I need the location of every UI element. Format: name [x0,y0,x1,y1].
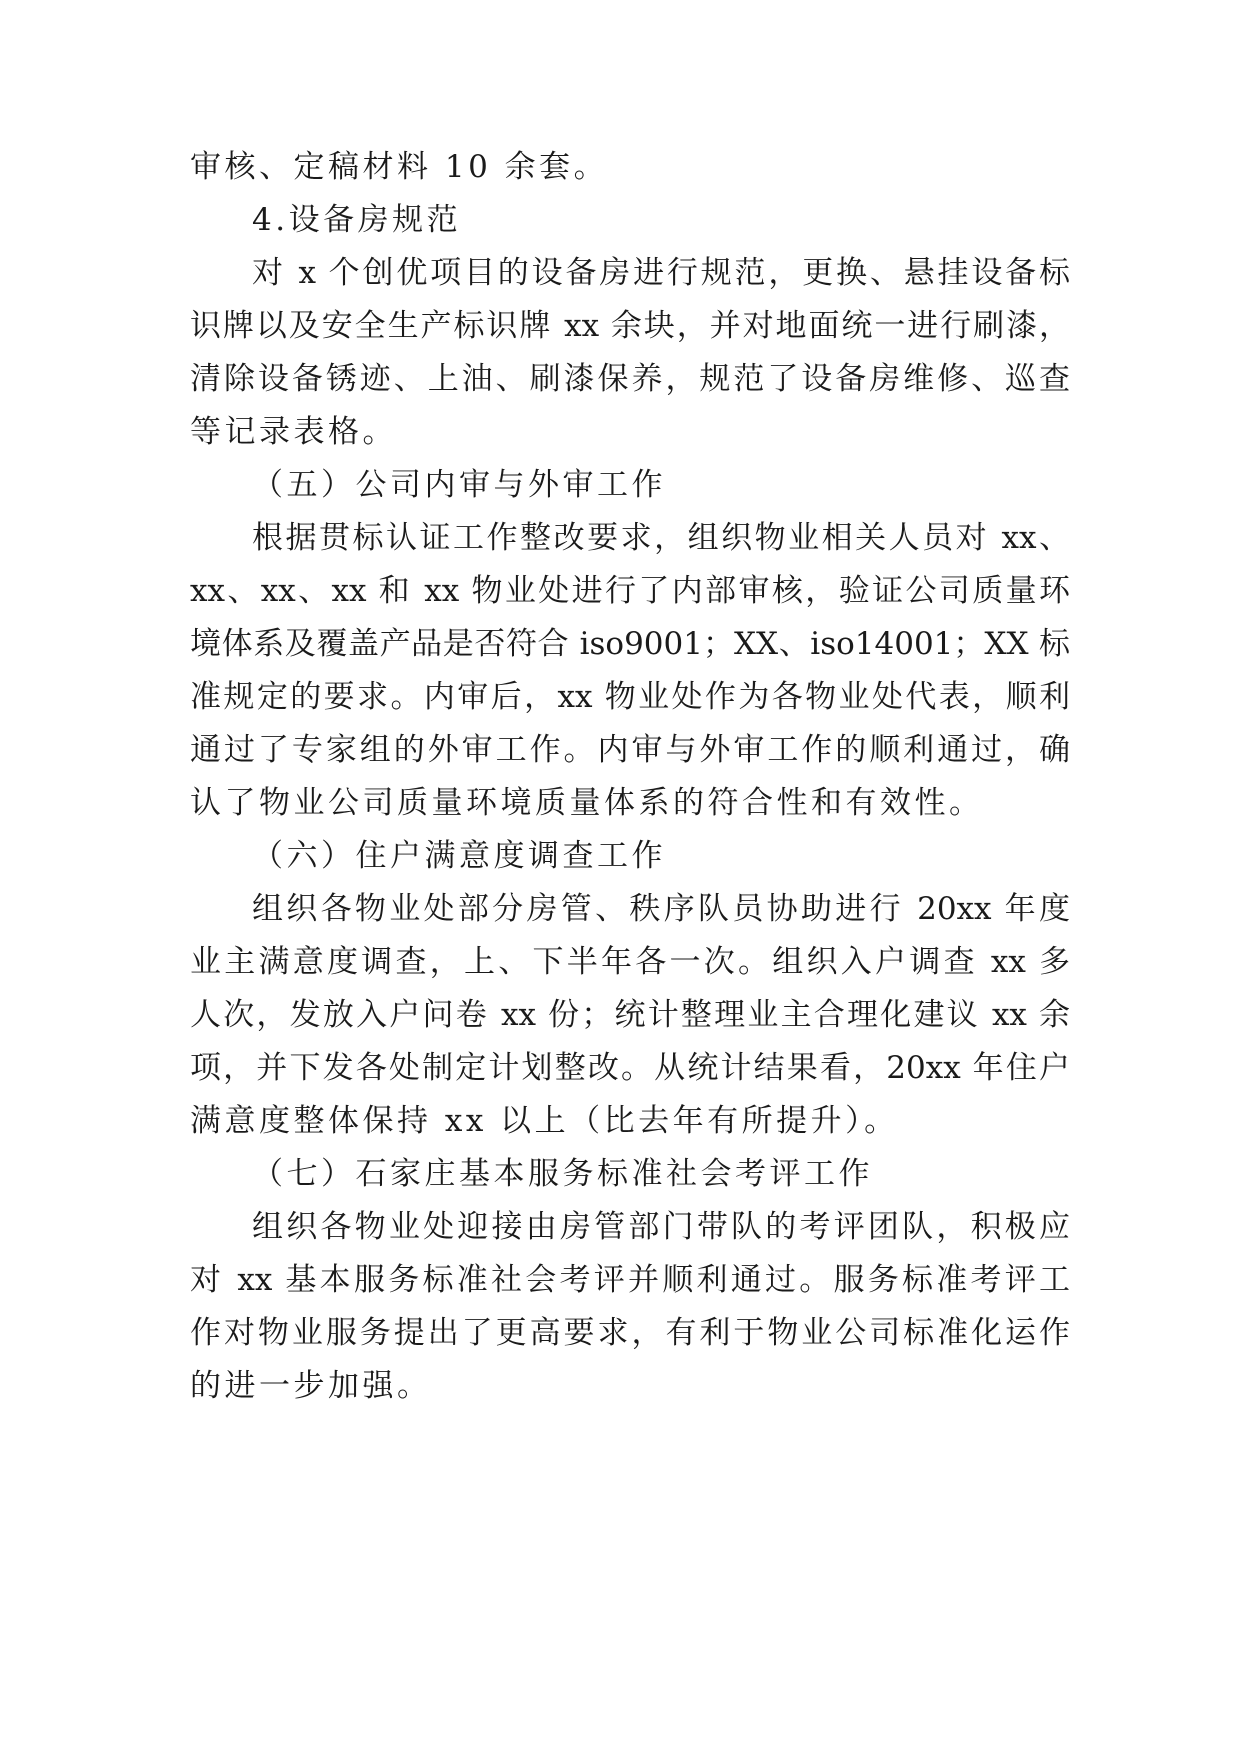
text-line: 业主满意度调查，上、下半年各一次。组织入户调查 xx 多 [190,944,1070,980]
text-line: 境体系及覆盖产品是否符合 iso9001；XX、iso14001；XX 标 [190,626,1070,662]
text-line: 对 x 个创优项目的设备房进行规范，更换、悬挂设备标 [252,255,1070,291]
text-line: 等记录表格。 [190,414,397,450]
section-heading: （六）住户满意度调查工作 [252,838,666,874]
text-line: 准规定的要求。内审后，xx 物业处作为各物业处代表，顺利 [190,679,1070,715]
text-line: 审核、定稿材料 10 余套。 [190,149,609,185]
section-heading: （七）石家庄基本服务标准社会考评工作 [252,1156,873,1192]
text-line: 的进一步加强。 [190,1368,432,1404]
text-line: 作对物业服务提出了更高要求，有利于物业公司标准化运作 [190,1315,1070,1351]
text-line: 项，并下发各处制定计划整改。从统计结果看，20xx 年住户 [190,1050,1070,1086]
text-line: 组织各物业处迎接由房管部门带队的考评团队，积极应 [252,1209,1070,1245]
text-line: xx、xx、xx 和 xx 物业处进行了内部审核，验证公司质量环 [190,573,1070,609]
text-line: 根据贯标认证工作整改要求，组织物业相关人员对 xx、 [252,520,1070,556]
text-line: 识牌以及安全生产标识牌 xx 余块，并对地面统一进行刷漆， [190,308,1070,344]
text-line: 对 xx 基本服务标准社会考评并顺利通过。服务标准考评工 [190,1262,1070,1298]
text-line: 认了物业公司质量环境质量体系的符合性和有效性。 [190,785,984,821]
text-line: 组织各物业处部分房管、秩序队员协助进行 20xx 年度 [252,891,1070,927]
section-heading: （五）公司内审与外审工作 [252,467,666,503]
text-line: 人次，发放入户问卷 xx 份；统计整理业主合理化建议 xx 余 [190,997,1070,1033]
section-heading: 4.设备房规范 [252,202,462,238]
text-line: 满意度整体保持 xx 以上（比去年有所提升）。 [190,1103,899,1139]
text-line: 清除设备锈迹、上油、刷漆保养，规范了设备房维修、巡查 [190,361,1070,397]
text-line: 通过了专家组的外审工作。内审与外审工作的顺利通过，确 [190,732,1070,768]
